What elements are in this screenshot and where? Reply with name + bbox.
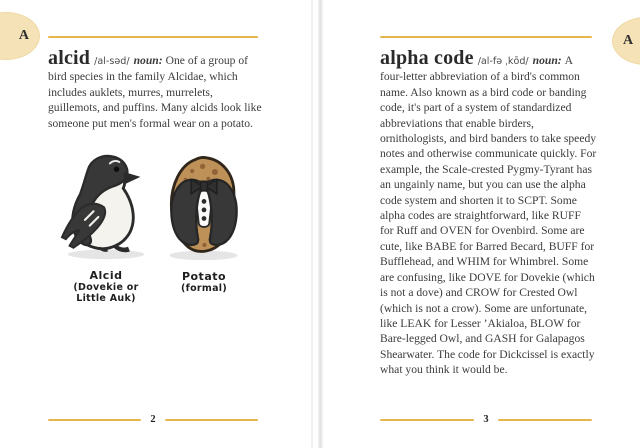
potato-caption xyxy=(158,270,250,294)
footer-rule-right xyxy=(165,419,258,421)
bird-eye xyxy=(114,167,119,172)
entry-part-of-speech: noun: xyxy=(133,54,163,67)
entry-alpha-code xyxy=(380,47,597,378)
alcid-bird-figure xyxy=(56,152,156,304)
footer-rule-left xyxy=(380,419,474,421)
right-page-number: 3 xyxy=(483,414,489,425)
left-page xyxy=(0,0,318,448)
section-tab-letter: A xyxy=(18,28,29,43)
entry-headword: alpha code xyxy=(380,47,474,69)
entry-pronunciation: /al-fə ˌkōd/ xyxy=(477,56,529,67)
potato-illustration xyxy=(159,154,249,263)
entry-headword: alcid xyxy=(48,47,91,69)
bird-caption-title: Alcid xyxy=(89,269,123,282)
right-page-footer xyxy=(380,414,592,425)
gutter-spine-line xyxy=(318,0,323,448)
shirt-buttons xyxy=(202,199,207,221)
potato-caption-title: Potato xyxy=(181,270,227,283)
bird-caption-line1: (Dovekie or xyxy=(73,282,139,293)
gutter-shadow-line xyxy=(311,0,313,448)
entry-definition: A four-letter abbreviation of a bird's common name. Also known as a bird code or banding code, it's part of a system of standardized abbreviations that enable birders, ornithologists, and bird banders to take speedy notes and otherwise communicate quickly. For example, the Scale-crested Pygmy-Tyrant has an ungainly name, but you can use the alpha code system and shorten it to SCPT. Some alpha codes are straightforward, like RUFF for Ruff and OVEN for Ovenbird. Some are cute, like BABE for Barred Becard, BUFF for Bufflehead, and WHIM for Whimbrel. Some are confusing, like DOVE for Dovekie (which is not a dove) and CROW for Crested Owl (which is not a crow). Some are unfortunate, like LEAK for Lesser ’Akialoa, BLOW for Bare-legged Owl, and GASH for Galapagos Shearwater. The code for Dickcissel is exactly what you think it would be. xyxy=(380,54,597,377)
entry-alcid xyxy=(48,47,262,131)
potato-figure xyxy=(158,154,250,294)
bird-beak xyxy=(124,172,141,183)
right-page-top-rule xyxy=(380,36,592,38)
left-page-number: 2 xyxy=(150,414,156,425)
section-tab-letter: A xyxy=(623,33,634,48)
right-page xyxy=(322,0,640,448)
bird-caption-line2: Little Auk) xyxy=(76,293,136,304)
entry-definition: One of a group of bird species in the family Alcidae, which includes auklets, murres, murrelets, guillemots, and puffins. Many alcids look like someone put men's formal wear on a potato. xyxy=(48,54,262,130)
bow-tie-knot xyxy=(201,182,208,191)
footer-rule-left xyxy=(48,419,141,421)
potato-caption-line1: (formal) xyxy=(181,283,227,294)
alcid-bird-illustration xyxy=(58,152,154,262)
bird-caption xyxy=(56,269,156,304)
footer-rule-right xyxy=(498,419,592,421)
left-page-footer xyxy=(48,414,258,425)
left-page-top-rule xyxy=(48,36,258,38)
entry-pronunciation: /al-səd/ xyxy=(94,56,130,67)
entry-part-of-speech: noun: xyxy=(532,54,562,67)
